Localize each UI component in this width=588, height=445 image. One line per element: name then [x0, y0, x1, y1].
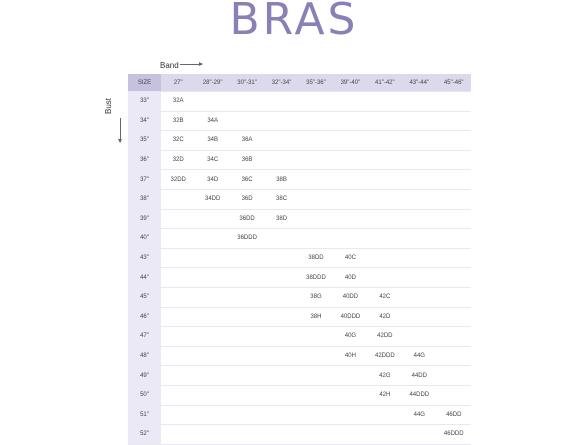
- bra-size-cell: [368, 111, 402, 131]
- bra-size-cell: [230, 307, 264, 327]
- bust-size-cell: 48": [128, 346, 161, 366]
- bra-size-cell: [230, 425, 264, 445]
- bra-size-cell: [230, 111, 264, 131]
- bra-size-cell: [437, 131, 472, 151]
- bra-size-cell: [368, 170, 402, 190]
- column-header-band: 32"-34": [264, 74, 298, 92]
- bra-size-cell: [195, 268, 229, 288]
- column-header-band: 39"-40": [333, 74, 367, 92]
- size-chart-table: [128, 74, 471, 445]
- bra-size-cell: [333, 366, 367, 386]
- bra-size-cell: [368, 131, 402, 151]
- table-row: [128, 229, 471, 249]
- bra-size-cell: [333, 92, 367, 112]
- table-row: [128, 150, 471, 170]
- bra-size-cell: 40C: [333, 248, 367, 268]
- bra-size-cell: [402, 307, 436, 327]
- bra-size-cell: [437, 189, 472, 209]
- bra-size-cell: 34B: [195, 131, 229, 151]
- bra-size-cell: [437, 170, 472, 190]
- bra-size-cell: [368, 209, 402, 229]
- bra-size-cell: [230, 346, 264, 366]
- bra-size-cell: [437, 385, 472, 405]
- bra-size-cell: 32D: [161, 150, 195, 170]
- bra-size-cell: [195, 229, 229, 249]
- bra-size-cell: [195, 385, 229, 405]
- bra-size-cell: [402, 229, 436, 249]
- bra-size-cell: [437, 307, 472, 327]
- bra-size-cell: [299, 209, 333, 229]
- bra-size-cell: 40G: [333, 327, 367, 347]
- bust-size-cell: 46": [128, 307, 161, 327]
- bra-size-cell: [264, 131, 298, 151]
- bra-size-cell: [299, 170, 333, 190]
- table-row: [128, 248, 471, 268]
- bra-size-cell: [161, 405, 195, 425]
- bra-size-cell: [264, 248, 298, 268]
- bra-size-cell: [402, 150, 436, 170]
- bra-size-cell: [368, 189, 402, 209]
- bra-size-cell: [161, 425, 195, 445]
- bust-arrow-icon: [120, 118, 121, 142]
- bra-size-cell: [161, 346, 195, 366]
- bra-size-cell: [161, 327, 195, 347]
- column-header-band: 45"-46": [437, 74, 472, 92]
- table-row: [128, 170, 471, 190]
- bra-size-cell: 36C: [230, 170, 264, 190]
- bust-size-cell: 37": [128, 170, 161, 190]
- bra-size-cell: [368, 405, 402, 425]
- bra-size-cell: [161, 209, 195, 229]
- table-row: [128, 131, 471, 151]
- bra-size-cell: [299, 92, 333, 112]
- bra-size-cell: [264, 287, 298, 307]
- bra-size-cell: [299, 385, 333, 405]
- bra-size-cell: [195, 209, 229, 229]
- bra-size-cell: 44DD: [402, 366, 436, 386]
- bra-size-cell: [230, 405, 264, 425]
- bra-size-cell: [333, 229, 367, 249]
- bra-size-cell: 40DD: [333, 287, 367, 307]
- bust-size-cell: 44": [128, 268, 161, 288]
- bra-size-cell: 36B: [230, 150, 264, 170]
- column-header-band: 30"-31": [230, 74, 264, 92]
- bra-size-cell: [402, 131, 436, 151]
- bra-size-cell: [264, 385, 298, 405]
- bra-size-cell: [195, 346, 229, 366]
- bra-size-cell: [264, 229, 298, 249]
- bust-size-cell: 34": [128, 111, 161, 131]
- bra-size-cell: [437, 92, 472, 112]
- bra-size-cell: 34C: [195, 150, 229, 170]
- bra-size-cell: [402, 92, 436, 112]
- table-row: [128, 209, 471, 229]
- bust-size-cell: 49": [128, 366, 161, 386]
- bra-size-cell: 46DD: [437, 405, 472, 425]
- page-title: BRAS: [229, 0, 359, 45]
- bra-size-cell: [402, 425, 436, 445]
- bra-size-cell: [437, 209, 472, 229]
- bra-size-cell: [333, 405, 367, 425]
- bust-size-cell: 51": [128, 405, 161, 425]
- bra-size-cell: [264, 268, 298, 288]
- bra-size-cell: [437, 150, 472, 170]
- table-row: [128, 405, 471, 425]
- bust-axis-label: Bust: [104, 97, 113, 114]
- bra-size-cell: [299, 111, 333, 131]
- bra-size-cell: [437, 366, 472, 386]
- table-header-row: [128, 74, 471, 92]
- bra-size-cell: [299, 229, 333, 249]
- bra-size-cell: 36DD: [230, 209, 264, 229]
- band-arrow-icon: [180, 64, 202, 65]
- bra-size-cell: 42DDD: [368, 346, 402, 366]
- bra-size-cell: [437, 268, 472, 288]
- bra-size-cell: [195, 92, 229, 112]
- column-header-band: 43"-44": [402, 74, 436, 92]
- bra-size-cell: [333, 131, 367, 151]
- bra-size-cell: 42G: [368, 366, 402, 386]
- bra-size-cell: [299, 346, 333, 366]
- bra-size-cell: [264, 111, 298, 131]
- table-row: [128, 111, 471, 131]
- bra-size-cell: 36A: [230, 131, 264, 151]
- bra-size-cell: [299, 327, 333, 347]
- table-row: [128, 92, 471, 112]
- bust-size-cell: 39": [128, 209, 161, 229]
- bra-size-cell: [437, 327, 472, 347]
- bra-size-cell: 46DDD: [437, 425, 472, 445]
- bra-size-cell: [264, 346, 298, 366]
- bra-size-cell: [161, 385, 195, 405]
- bust-size-cell: 52": [128, 425, 161, 445]
- bra-size-cell: [195, 287, 229, 307]
- bra-size-cell: 40D: [333, 268, 367, 288]
- bra-size-cell: 38DD: [299, 248, 333, 268]
- bra-size-cell: [230, 92, 264, 112]
- bra-size-cell: [299, 131, 333, 151]
- bra-size-cell: [437, 346, 472, 366]
- column-header-band: 35"-36": [299, 74, 333, 92]
- bra-size-cell: [264, 92, 298, 112]
- bra-size-cell: 42C: [368, 287, 402, 307]
- bra-size-cell: 42D: [368, 307, 402, 327]
- bra-size-cell: [437, 287, 472, 307]
- bust-size-cell: 40": [128, 229, 161, 249]
- bra-size-cell: 34DD: [195, 189, 229, 209]
- bra-size-cell: [333, 209, 367, 229]
- bra-size-cell: [161, 248, 195, 268]
- column-header-band: 41"-42": [368, 74, 402, 92]
- bra-size-cell: [264, 307, 298, 327]
- bra-size-cell: 44G: [402, 346, 436, 366]
- bra-size-cell: [333, 111, 367, 131]
- bra-size-cell: [230, 248, 264, 268]
- bra-size-cell: 32B: [161, 111, 195, 131]
- bra-size-cell: [437, 111, 472, 131]
- bra-size-cell: [161, 189, 195, 209]
- bra-size-cell: [368, 229, 402, 249]
- bra-size-cell: [264, 366, 298, 386]
- bra-size-cell: [299, 150, 333, 170]
- table-row: [128, 287, 471, 307]
- bra-size-cell: [161, 268, 195, 288]
- bra-size-cell: [333, 170, 367, 190]
- bra-size-cell: 44DDD: [402, 385, 436, 405]
- bust-size-cell: 38": [128, 189, 161, 209]
- bra-size-cell: 38H: [299, 307, 333, 327]
- bra-size-cell: 44G: [402, 405, 436, 425]
- table-row: [128, 346, 471, 366]
- bra-size-cell: [333, 150, 367, 170]
- bra-size-cell: [264, 150, 298, 170]
- bra-size-cell: [368, 92, 402, 112]
- bra-size-cell: 42H: [368, 385, 402, 405]
- bra-size-cell: [230, 385, 264, 405]
- bra-size-cell: [333, 385, 367, 405]
- bra-size-cell: [299, 366, 333, 386]
- table-row: [128, 385, 471, 405]
- bra-size-cell: 38G: [299, 287, 333, 307]
- bra-size-cell: 34D: [195, 170, 229, 190]
- bra-size-cell: [402, 170, 436, 190]
- bra-size-cell: [437, 229, 472, 249]
- bust-size-cell: 45": [128, 287, 161, 307]
- bra-size-cell: [402, 287, 436, 307]
- column-header-band: 27": [161, 74, 195, 92]
- bra-size-cell: [195, 327, 229, 347]
- bra-size-cell: [402, 327, 436, 347]
- table-row: [128, 366, 471, 386]
- bra-size-cell: [299, 189, 333, 209]
- bra-size-cell: [368, 248, 402, 268]
- table-row: [128, 307, 471, 327]
- bra-size-cell: [230, 366, 264, 386]
- bra-size-cell: [195, 405, 229, 425]
- bra-size-cell: [368, 268, 402, 288]
- bra-size-cell: [333, 425, 367, 445]
- bust-size-cell: 35": [128, 131, 161, 151]
- column-header-band: 28"-29": [195, 74, 229, 92]
- bra-size-cell: 32DD: [161, 170, 195, 190]
- bra-size-cell: [230, 268, 264, 288]
- bust-size-cell: 43": [128, 248, 161, 268]
- bra-size-cell: 40DDD: [333, 307, 367, 327]
- bust-size-cell: 50": [128, 385, 161, 405]
- column-header-size: SIZE: [128, 74, 161, 92]
- bra-size-cell: [368, 150, 402, 170]
- bra-size-cell: [299, 405, 333, 425]
- bra-size-cell: [402, 111, 436, 131]
- table-row: [128, 268, 471, 288]
- bra-size-cell: [264, 425, 298, 445]
- bra-size-cell: [195, 425, 229, 445]
- bra-size-cell: [402, 189, 436, 209]
- bust-size-cell: 33": [128, 92, 161, 112]
- table-row: [128, 327, 471, 347]
- bra-size-cell: [161, 307, 195, 327]
- bra-size-cell: [402, 248, 436, 268]
- bra-size-cell: [161, 366, 195, 386]
- bust-size-cell: 36": [128, 150, 161, 170]
- bra-size-cell: [402, 268, 436, 288]
- bra-size-cell: 38DDD: [299, 268, 333, 288]
- band-axis-label: Band: [160, 61, 179, 70]
- bra-size-cell: 38D: [264, 209, 298, 229]
- bra-size-cell: [195, 248, 229, 268]
- bra-size-cell: [195, 307, 229, 327]
- bra-size-cell: 40H: [333, 346, 367, 366]
- bra-size-cell: [230, 287, 264, 307]
- bra-size-cell: [437, 248, 472, 268]
- bra-size-cell: 32A: [161, 92, 195, 112]
- bra-size-cell: [195, 366, 229, 386]
- bra-size-cell: 34A: [195, 111, 229, 131]
- bra-size-cell: 36DDD: [230, 229, 264, 249]
- bra-size-cell: 36D: [230, 189, 264, 209]
- bra-size-cell: [161, 287, 195, 307]
- table-row: [128, 189, 471, 209]
- bra-size-cell: 38C: [264, 189, 298, 209]
- bra-size-cell: [161, 229, 195, 249]
- bra-size-cell: 42DD: [368, 327, 402, 347]
- bra-size-cell: [402, 209, 436, 229]
- bra-size-cell: [230, 327, 264, 347]
- bra-size-cell: [368, 425, 402, 445]
- bra-size-cell: [264, 327, 298, 347]
- bra-size-cell: [264, 405, 298, 425]
- bra-size-cell: [299, 425, 333, 445]
- bra-size-cell: 38B: [264, 170, 298, 190]
- bra-size-cell: 32C: [161, 131, 195, 151]
- table-row: [128, 425, 471, 445]
- bra-size-cell: [333, 189, 367, 209]
- bust-size-cell: 47": [128, 327, 161, 347]
